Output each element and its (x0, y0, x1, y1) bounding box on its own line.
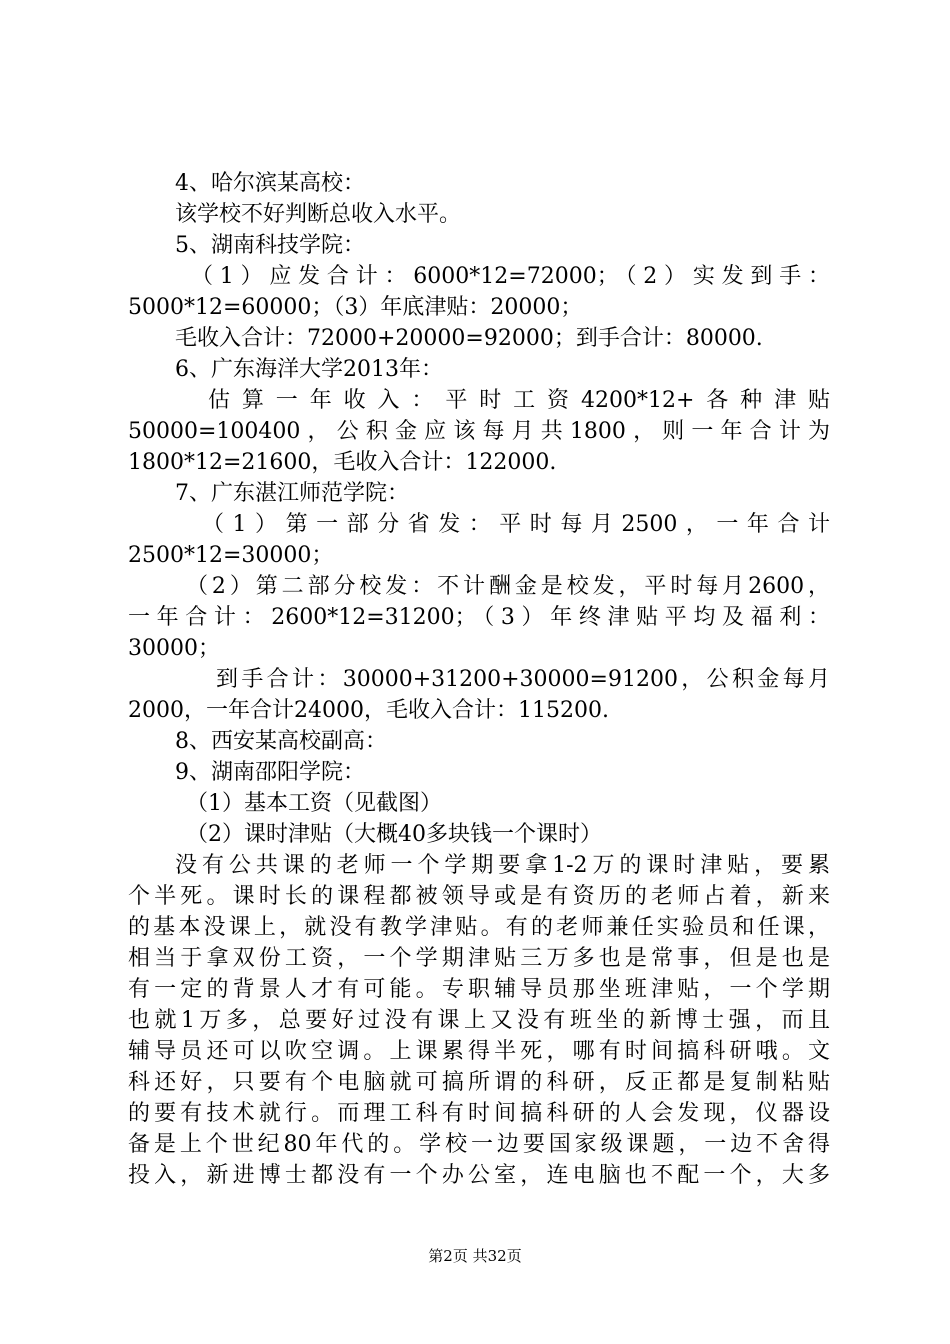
text-line: 毛收入合计：72000+20000=92000；到手合计：80000. (175, 326, 763, 351)
text-line: 投入，新进博士都没有一个办公室，连电脑也不配一个，大多 (128, 1163, 830, 1188)
text-line: 到手合计：30000+31200+30000=91200，公积金每月 (216, 667, 830, 692)
text-line: 30000； (128, 636, 220, 661)
text-line: 2000，一年合计24000，毛收入合计：115200. (128, 698, 609, 723)
text-line: 个半死。课时长的课程都被领导或是有资历的老师占着，新来 (128, 884, 830, 909)
text-line: 也就1万多，总要好过没有课上又没有班坐的新博士强，而且 (128, 1008, 830, 1033)
text-line: 相当于拿双份工资，一个学期津贴三万多也是常事，但是也是 (128, 946, 830, 971)
text-line: （1）第一部分省发：平时每月2500，一年合计 (202, 512, 830, 537)
page-footer: 第2页 共32页 (428, 1247, 522, 1265)
text-line: （2）第二部分校发：不计酬金是校发，平时每月2600， (186, 574, 830, 599)
text-line: （2）课时津贴（大概40多块钱一个课时） (186, 822, 602, 847)
text-line: 估算一年收入：平时工资4200*12+各种津贴 (208, 388, 830, 413)
heading-zhanjiang-normal: 7、广东湛江师范学院： (175, 481, 409, 506)
text-line: 1800*12=21600，毛收入合计：122000. (128, 450, 557, 475)
heading-guangdong-ocean: 6、广东海洋大学2013年： (175, 357, 443, 382)
heading-xian: 8、西安某高校副高： (175, 729, 387, 754)
text-line: 该学校不好判断总收入水平。 (175, 202, 462, 227)
text-line: 一年合计：2600*12=31200；（3）年终津贴平均及福利： (128, 605, 830, 630)
text-line: 辅导员还可以吹空调。上课累得半死，哪有时间搞科研哦。文 (128, 1039, 830, 1064)
text-line: 的要有技术就行。而理工科有时间搞科研的人会发现，仪器设 (128, 1101, 830, 1126)
document-body (128, 168, 830, 1191)
text-line: 的基本没课上，就没有教学津贴。有的老师兼任实验员和任课， (128, 915, 830, 940)
text-line: 50000=100400，公积金应该每月共1800，则一年合计为 (128, 419, 830, 444)
text-line: 5000*12=60000；（3）年底津贴：20000； (128, 295, 583, 320)
text-line: 科还好，只要有个电脑就可搞所谓的科研，反正都是复制粘贴 (128, 1070, 830, 1095)
heading-hunan-keji: 5、湖南科技学院： (175, 233, 365, 258)
text-line: 2500*12=30000； (128, 543, 334, 568)
text-line: 备是上个世纪80年代的。学校一边要国家级课题，一边不舍得 (128, 1132, 830, 1157)
heading-shaoyang: 9、湖南邵阳学院： (175, 760, 365, 785)
text-line: （1）应发合计：6000*12=72000；（2）实发到手： (191, 264, 830, 289)
text-line: （1）基本工资（见截图） (186, 791, 442, 816)
text-line: 有一定的背景人才有可能。专职辅导员那坐班津贴，一个学期 (128, 977, 830, 1002)
heading-harbin: 4、哈尔滨某高校： (175, 171, 365, 196)
text-line: 没有公共课的老师一个学期要拿1-2万的课时津贴，要累 (175, 853, 830, 878)
